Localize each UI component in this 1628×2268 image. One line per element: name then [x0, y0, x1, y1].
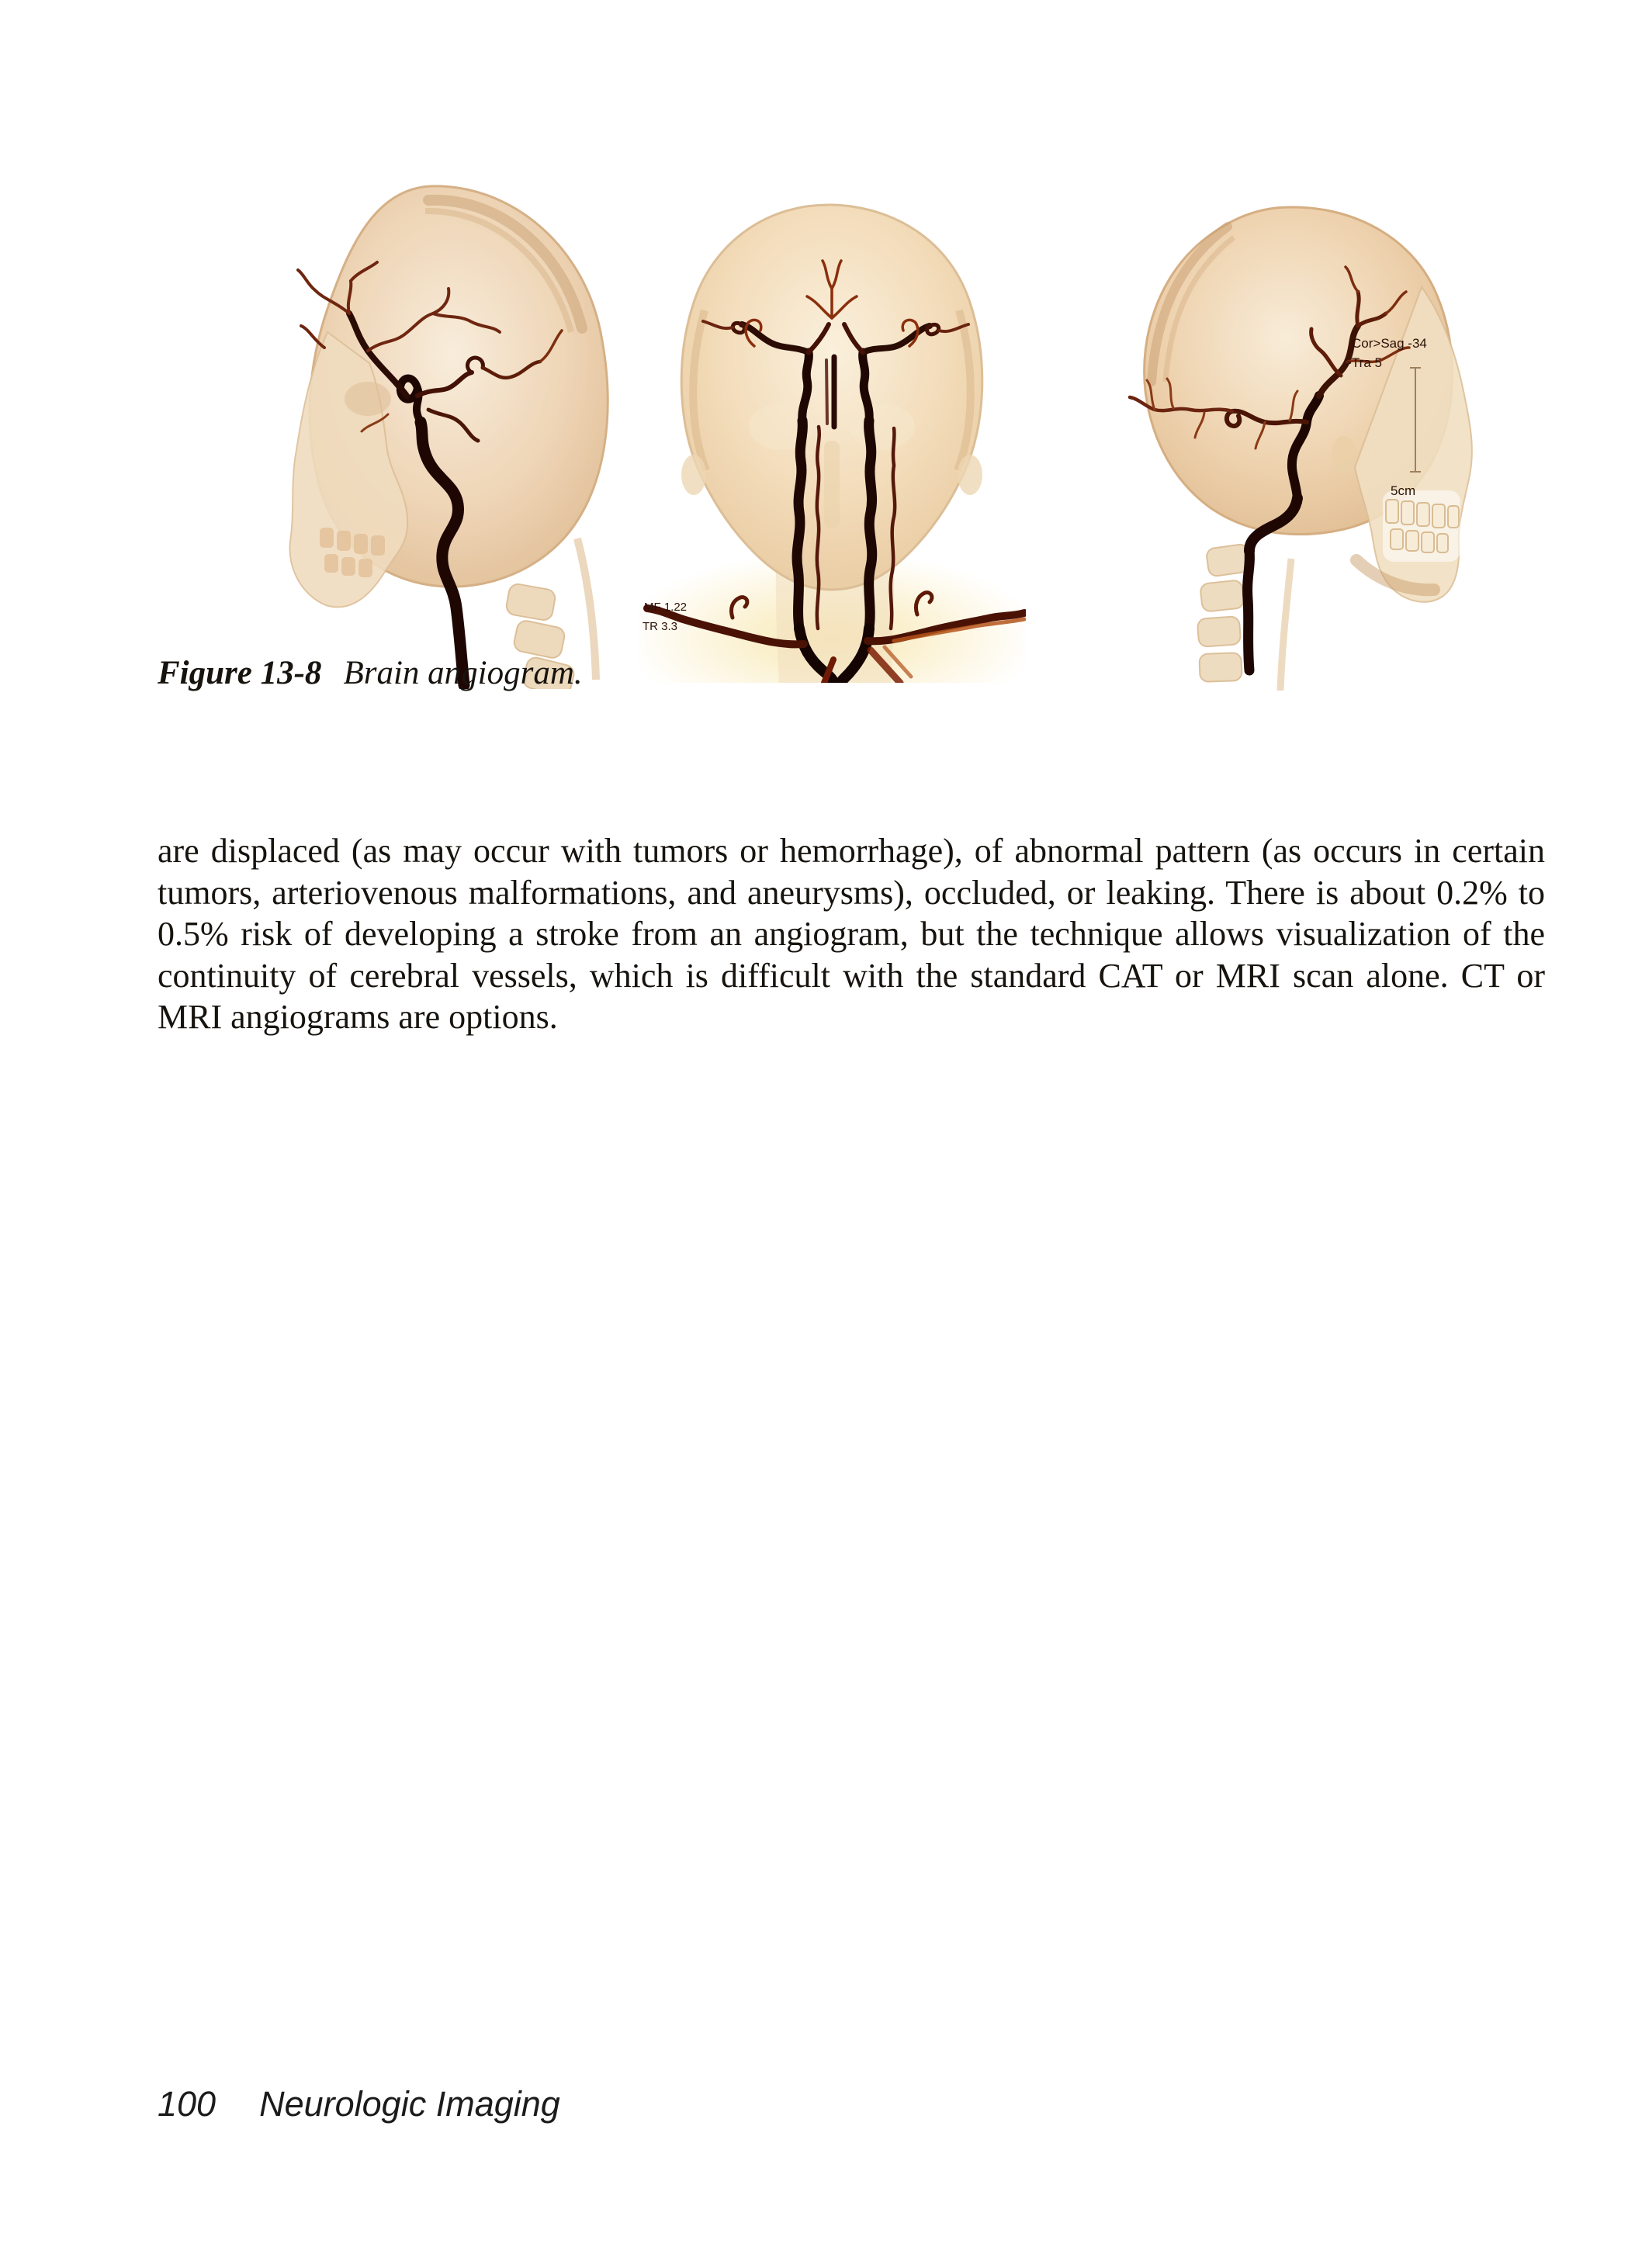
running-head: Neurologic Imaging: [259, 2084, 560, 2124]
right-carotid-cervical: [869, 421, 872, 628]
page-footer: [158, 2084, 560, 2124]
skull-lateral-left: [289, 186, 608, 689]
figure-caption: [158, 654, 583, 692]
overlay-orientation-line1: Cor>Sag -34: [1352, 336, 1427, 351]
angiogram-lateral-right-image: [1111, 196, 1484, 692]
figure-caption-label: Figure 13-8: [158, 655, 322, 691]
cervical-spine: [1197, 543, 1251, 682]
left-vertebral-artery: [817, 427, 819, 628]
angiogram-frontal-image: [638, 194, 1026, 683]
figure-caption-text: Brain angiogram.: [343, 655, 583, 691]
scale-label: 5cm: [1391, 483, 1416, 498]
overlay-tr-value: TR 3.3: [643, 620, 678, 633]
page-number: 100: [158, 2084, 216, 2124]
skull-frontal: [638, 205, 1026, 683]
ear: [1332, 436, 1356, 473]
overlay-mf-value: MF 1.22: [644, 601, 688, 614]
carotid-cervical: [1248, 551, 1250, 670]
angiogram-lateral-left-image: [203, 177, 622, 689]
body-paragraph: are displaced (as may occur with tumors or hemorrhage), of abnormal pattern (as occurs in certain tumors, arteriovenous malformations, and aneurysms), occluded, or leaking. There is about 0.2% to 0.5% risk of developing a stroke from an angiogram, but the technique allows visualization of the continuity of cerebral vessels, which is difficult with the standard CAT or MRI scan alone. CT or MRI angiograms are options.: [158, 832, 1545, 1036]
skull-lateral-right: [1145, 207, 1472, 691]
orbit-right: [850, 403, 915, 450]
neck-front-edge: [1280, 559, 1291, 691]
anterior-cerebral-midline: [826, 360, 827, 424]
overlay-orientation-line2: >Tra 5: [1344, 355, 1382, 370]
left-carotid-cervical: [797, 421, 802, 628]
nasal-septum: [824, 441, 840, 528]
ear-left: [681, 455, 706, 495]
ear-right: [958, 455, 982, 495]
orbit-shadow: [345, 382, 391, 416]
